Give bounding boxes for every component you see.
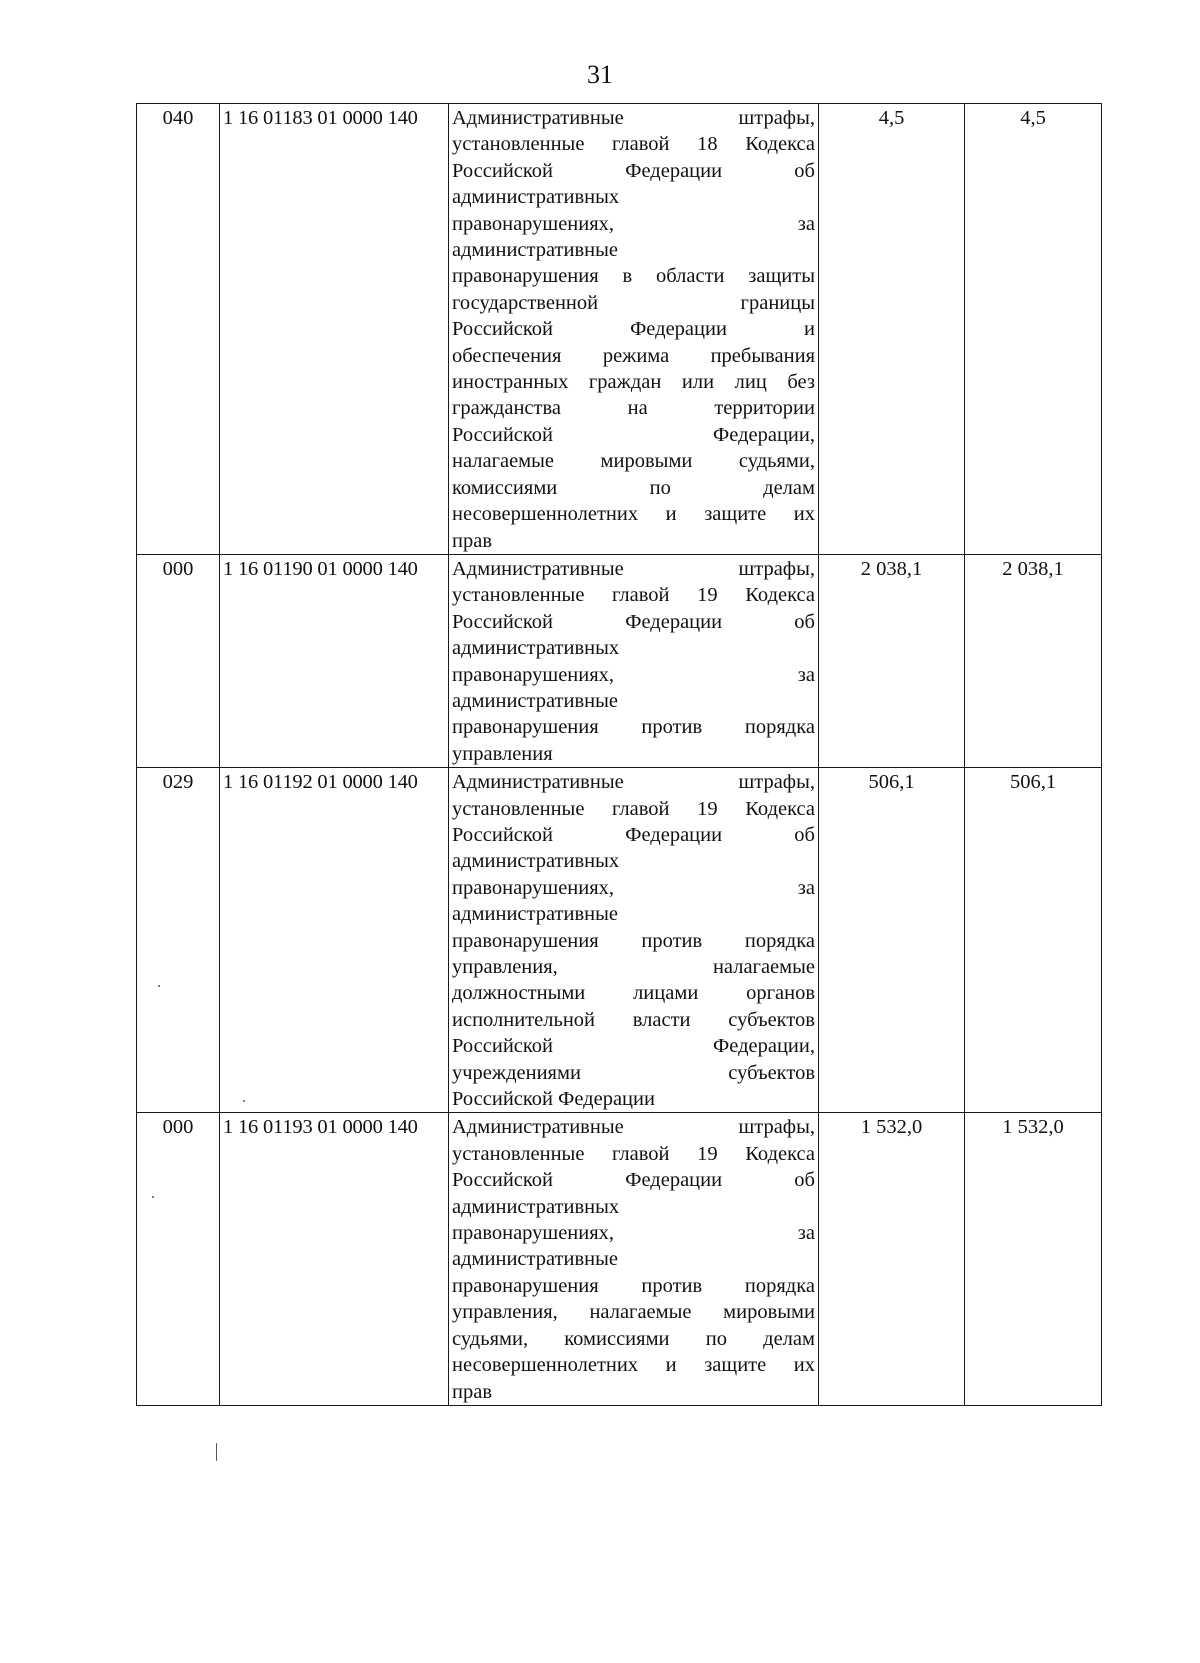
revenue-name-line: Административные штрафы, xyxy=(452,771,815,794)
revenue-name-cell xyxy=(449,104,819,555)
revenue-name-line: несовершеннолетних и защите их xyxy=(452,503,815,526)
revenue-name-cell xyxy=(449,1113,819,1405)
amount-cell-1: 506,1 xyxy=(819,768,965,1113)
revenue-name-line: Российской Федерации об xyxy=(452,1169,815,1192)
revenue-name-line: Российской Федерации, xyxy=(452,1035,815,1058)
revenue-name-line: Российской Федерации об xyxy=(452,159,815,182)
revenue-name-line: иностранных граждан или лиц без xyxy=(452,371,815,394)
revenue-name-line: прав xyxy=(452,529,492,552)
revenue-name-line: установленные главой 18 Кодекса xyxy=(452,133,815,156)
scan-speck xyxy=(158,985,160,987)
revenue-name-line: Административные штрафы, xyxy=(452,107,815,129)
revenue-name-line: гражданства на территории xyxy=(452,397,815,420)
revenue-name-line: установленные главой 19 Кодекса xyxy=(452,797,815,820)
revenue-name-line: Российской Федерации об xyxy=(452,823,815,846)
revenue-name-line: прав xyxy=(452,1380,492,1403)
table-row xyxy=(137,104,1102,555)
revenue-name-line: комиссиями по делам xyxy=(452,476,815,499)
revenue-name-text xyxy=(452,769,815,1112)
amount-cell-2: 4,5 xyxy=(965,104,1102,555)
revenue-name-text xyxy=(452,556,815,767)
budget-code-cell: 1 16 01192 01 0000 140 xyxy=(220,768,449,1113)
revenue-name-line: судьями, комиссиями по делам xyxy=(452,1327,815,1350)
table-row xyxy=(137,768,1102,1113)
revenue-name-line: установленные главой 19 Кодекса xyxy=(452,1142,815,1165)
scan-speck xyxy=(243,1100,245,1102)
revenue-name-line: несовершеннолетних и защите их xyxy=(452,1354,815,1377)
revenue-name-line: Административные штрафы, xyxy=(452,1116,815,1139)
revenue-name-line: административные xyxy=(452,689,618,712)
revenue-name-cell xyxy=(449,554,819,767)
revenue-name-text xyxy=(452,1114,815,1404)
revenue-name-line: правонарушения в области защиты xyxy=(452,265,815,288)
budget-table xyxy=(136,103,1102,1406)
budget-code-cell: 1 16 01193 01 0000 140 xyxy=(220,1113,449,1405)
revenue-name-line: Административные штрафы, xyxy=(452,557,815,580)
revenue-name-line: правонарушениях, за xyxy=(452,1222,815,1245)
revenue-name-line: административных xyxy=(452,186,620,209)
revenue-name-line: Российской Федерации и xyxy=(452,318,815,341)
revenue-name-line: обеспечения режима пребывания xyxy=(452,344,815,367)
revenue-name-line: Российской Федерации xyxy=(452,1088,655,1111)
table-row xyxy=(137,554,1102,767)
budget-code-cell: 1 16 01190 01 0000 140 xyxy=(220,554,449,767)
budget-code-cell: 1 16 01183 01 0000 140 xyxy=(220,104,449,555)
revenue-name-line: Российской Федерации, xyxy=(452,423,815,446)
revenue-name-line: административных xyxy=(452,850,620,873)
revenue-name-line: административных xyxy=(452,637,620,660)
amount-cell-1: 4,5 xyxy=(819,104,965,555)
page-number: 31 xyxy=(587,60,613,89)
admin-code-cell: 040 xyxy=(137,104,220,555)
revenue-name-line: административные xyxy=(452,1248,618,1271)
revenue-name-line: правонарушения против порядка xyxy=(452,716,815,739)
table-row xyxy=(137,1113,1102,1405)
scan-speck xyxy=(216,1443,217,1461)
revenue-name-line: должностными лицами органов xyxy=(452,982,815,1005)
revenue-name-text xyxy=(452,105,815,554)
revenue-name-line: правонарушениях, за xyxy=(452,876,815,899)
amount-cell-2: 506,1 xyxy=(965,768,1102,1113)
revenue-name-line: налагаемые мировыми судьями, xyxy=(452,450,815,473)
revenue-name-line: учреждениями субъектов xyxy=(452,1061,815,1084)
revenue-name-cell xyxy=(449,768,819,1113)
revenue-name-line: установленные главой 19 Кодекса xyxy=(452,584,815,607)
revenue-name-line: правонарушениях, за xyxy=(452,212,815,235)
amount-cell-1: 1 532,0 xyxy=(819,1113,965,1405)
admin-code-cell: 000 xyxy=(137,1113,220,1405)
revenue-name-line: правонарушения против порядка xyxy=(452,1274,815,1297)
amount-cell-2: 2 038,1 xyxy=(965,554,1102,767)
revenue-name-line: управления xyxy=(452,742,553,765)
revenue-name-line: административные xyxy=(452,239,618,262)
revenue-name-line: правонарушения против порядка xyxy=(452,929,815,952)
revenue-name-line: административные xyxy=(452,903,618,926)
revenue-name-line: управления, налагаемые мировыми xyxy=(452,1301,815,1324)
admin-code-cell: 000 xyxy=(137,554,220,767)
revenue-name-line: Российской Федерации об xyxy=(452,610,815,633)
revenue-name-line: управления, налагаемые xyxy=(452,956,815,978)
amount-cell-2: 1 532,0 xyxy=(965,1113,1102,1405)
revenue-name-line: правонарушениях, за xyxy=(452,663,815,686)
admin-code-cell: 029 xyxy=(137,768,220,1113)
scan-speck xyxy=(152,1196,154,1198)
budget-table-body xyxy=(137,104,1102,1406)
revenue-name-line: административных xyxy=(452,1195,620,1218)
revenue-name-line: исполнительной власти субъектов xyxy=(452,1008,815,1031)
amount-cell-1: 2 038,1 xyxy=(819,554,965,767)
revenue-name-line: государственной границы xyxy=(452,291,815,314)
